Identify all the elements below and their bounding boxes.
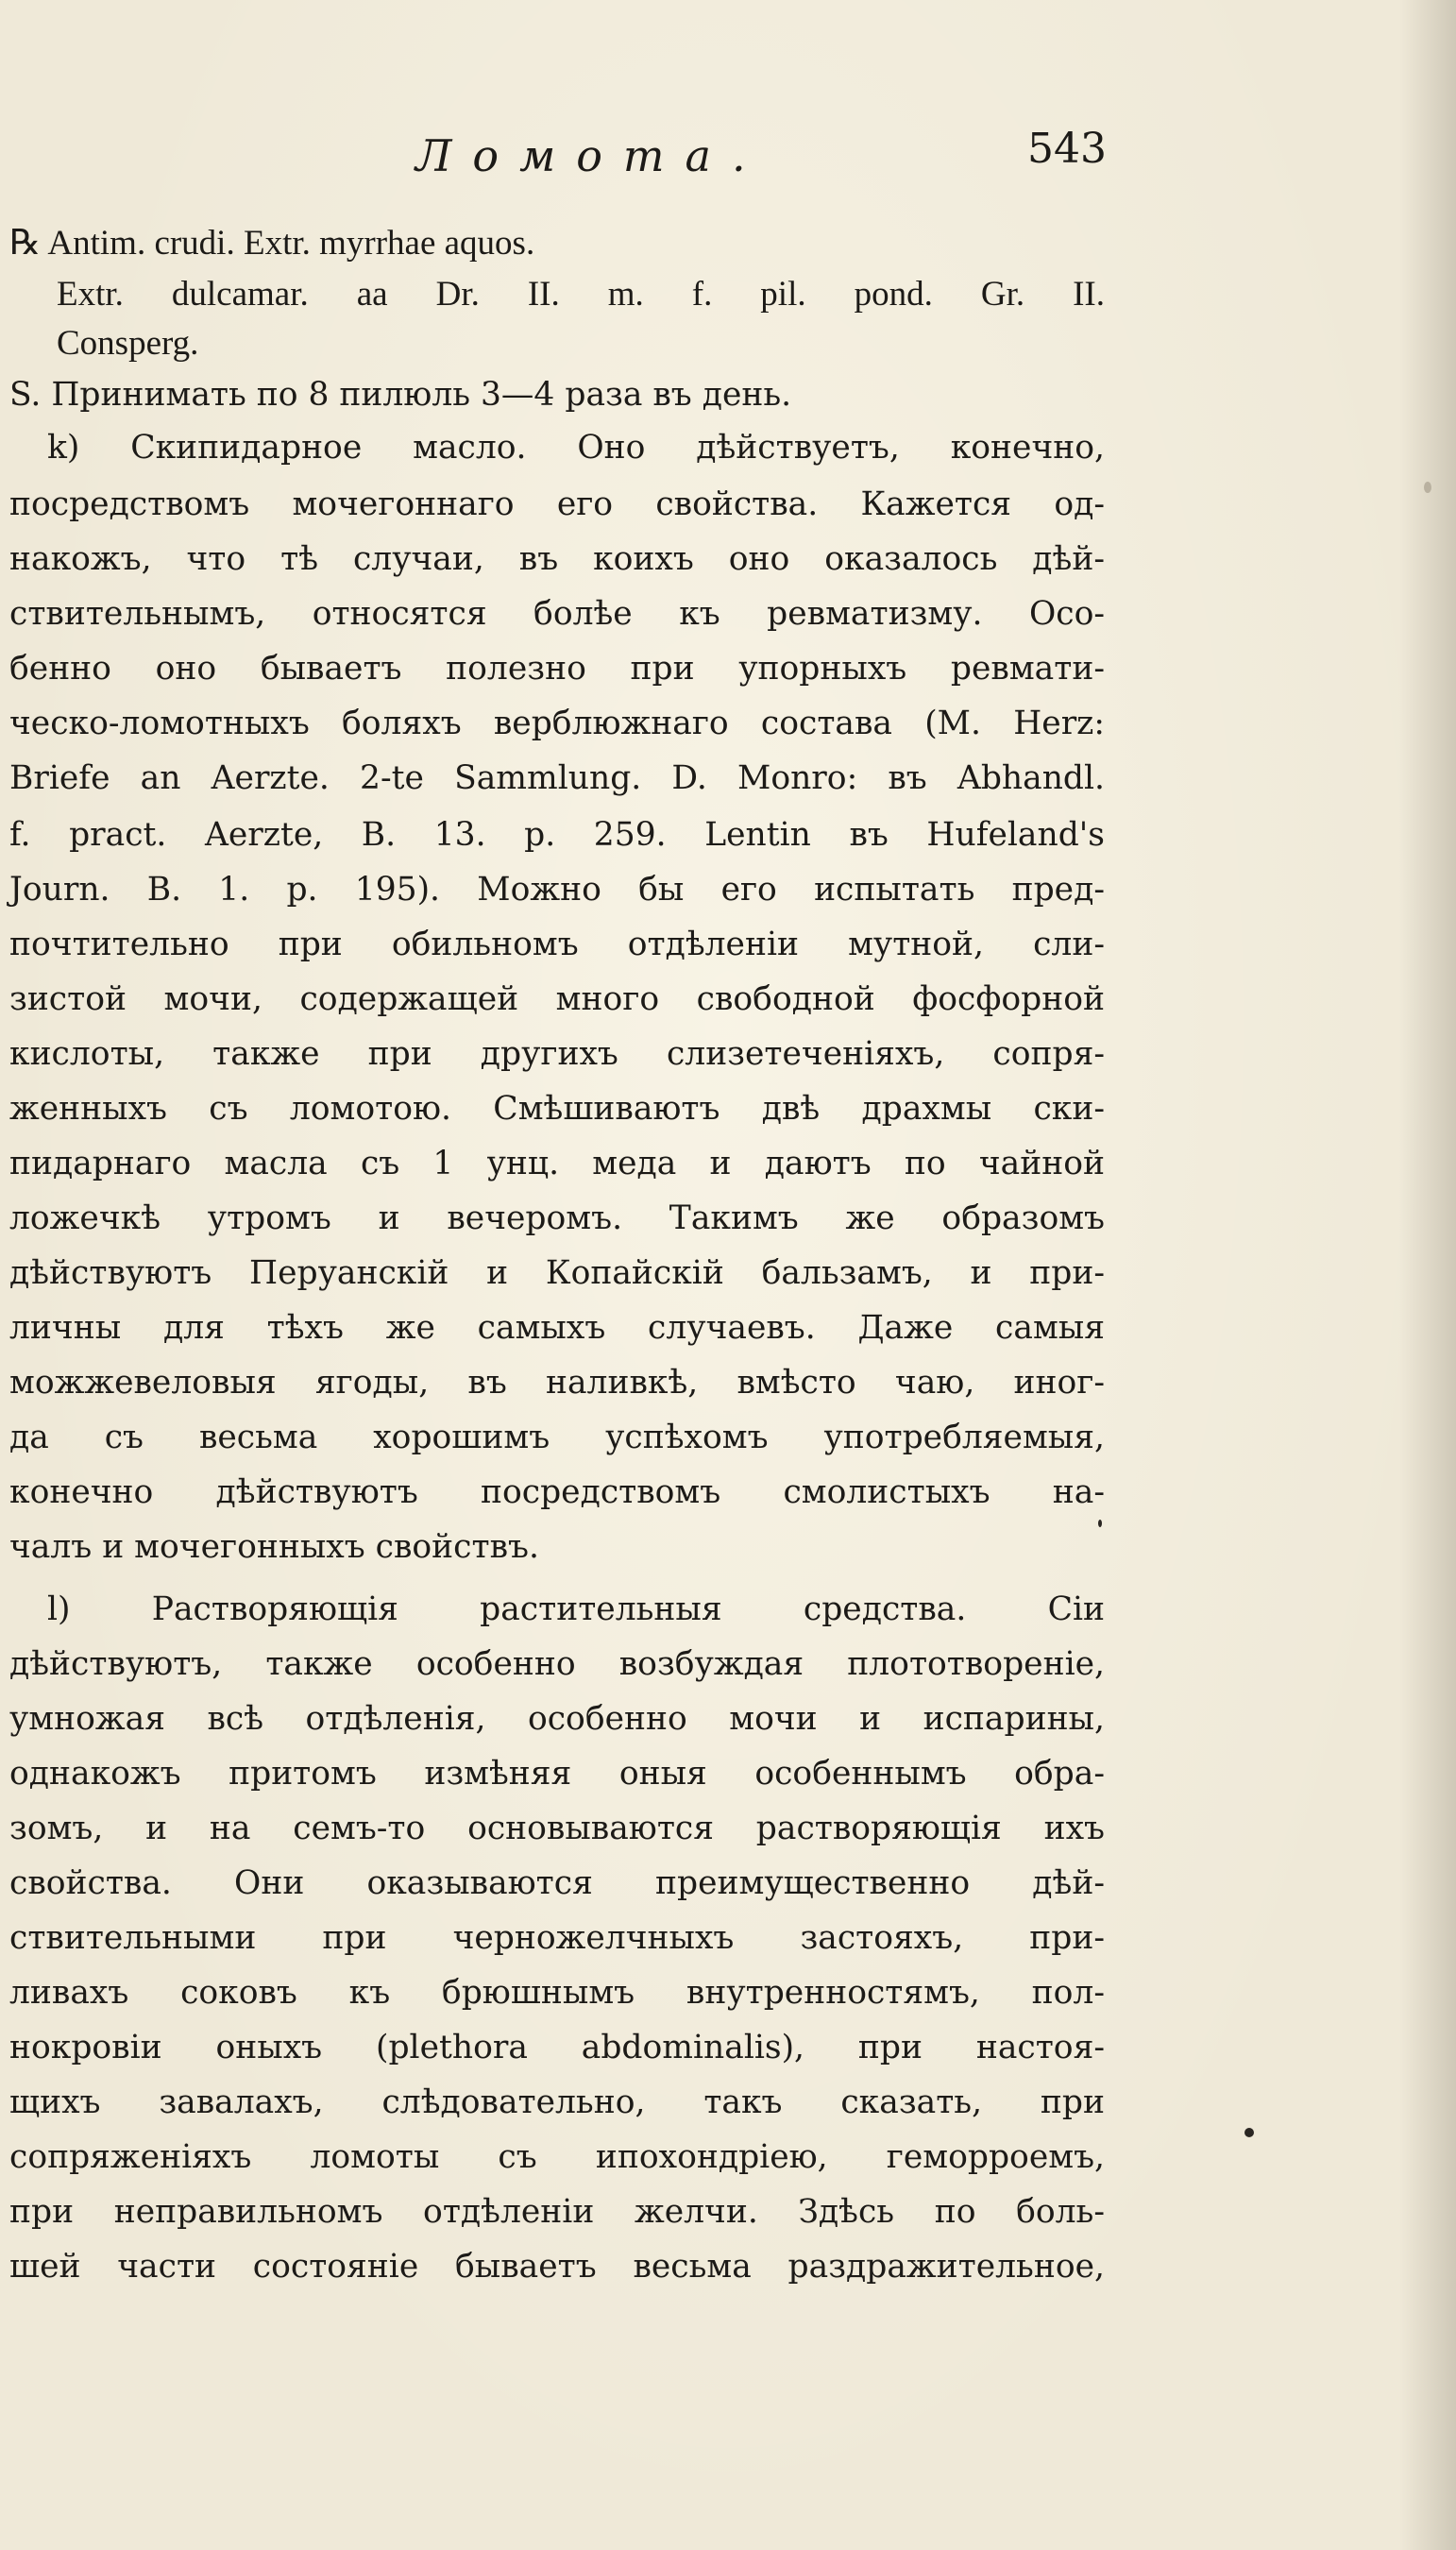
text-line: пидарнаго масла съ 1 унц. меда и даютъ по чайной bbox=[9, 1145, 1105, 1182]
text-line: накожъ, что тѣ случаи, въ коихъ оно оказалось дѣй- bbox=[9, 540, 1105, 578]
text-line: почтительно при обильномъ отдѣленіи мутной, сли- bbox=[9, 926, 1105, 963]
text-line: умножая всѣ отдѣленія, особенно мочи и испарины, bbox=[9, 1700, 1105, 1738]
text-line: ливахъ соковъ къ брюшнымъ внутренностямъ, пол- bbox=[9, 1974, 1105, 2012]
text-line: Journ. B. 1. p. 195). Можно бы его испытать пред- bbox=[9, 871, 1105, 909]
text-line: ℞ Antim. crudi. Extr. myrrhae aquos. bbox=[9, 224, 535, 263]
text-line: при неправильномъ отдѣленіи желчи. Здѣсь по боль- bbox=[9, 2193, 1105, 2231]
text-line: дѣйствуютъ Перуанскій и Копайскій бальзамъ, и при- bbox=[9, 1254, 1105, 1292]
text-line: Extr. dulcamar. aa Dr. II. m. f. pil. pond. Gr. II. bbox=[57, 275, 1105, 314]
text-line: ложечкѣ утромъ и вечеромъ. Такимъ же образомъ bbox=[9, 1199, 1105, 1237]
text-line: S. Принимать по 8 пилюль 3—4 раза въ день. bbox=[9, 376, 792, 414]
text-line: Consperg. bbox=[57, 324, 199, 363]
text-line: Briefe an Aerzte. 2-te Sammlung. D. Monro: въ Abhandl. bbox=[9, 759, 1105, 797]
running-title: Ломота. bbox=[415, 130, 767, 181]
text-line: сопряженіяхъ ломоты съ ипохондріею, геморроемъ, bbox=[9, 2138, 1105, 2176]
page-header bbox=[0, 125, 1456, 187]
text-line: ствительнымъ, относятся болѣе къ ревматизму. Осо- bbox=[9, 595, 1105, 633]
page-edge-shadow bbox=[1399, 0, 1456, 2550]
text-line: дѣйствуютъ, также особенно возбуждая плототвореніе, bbox=[9, 1645, 1105, 1683]
ink-speck bbox=[1098, 1520, 1102, 1527]
text-line: ствительными при черножелчныхъ застояхъ, при- bbox=[9, 1919, 1105, 1957]
text-line: l) Растворяющія растительныя средства. Сіи bbox=[47, 1590, 1105, 1628]
ink-speck bbox=[1244, 2128, 1254, 2137]
text-line: ческо-ломотныхъ боляхъ верблюжнаго состава (M. Herz: bbox=[9, 705, 1105, 742]
text-line: щихъ завалахъ, слѣдовательно, такъ сказать, при bbox=[9, 2083, 1105, 2121]
text-line: посредствомъ мочегоннаго его свойства. Кажется од- bbox=[9, 485, 1105, 523]
text-line: зомъ, и на семъ-то основываются растворяющія ихъ bbox=[9, 1810, 1105, 1847]
ink-speck bbox=[1424, 482, 1431, 493]
text-line: конечно дѣйствуютъ посредствомъ смолистыхъ на- bbox=[9, 1473, 1105, 1511]
text-line: можжевеловыя ягоды, въ наливкѣ, вмѣсто чаю, иног- bbox=[9, 1364, 1105, 1402]
text-line: f. pract. Aerzte, B. 13. p. 259. Lentin въ Hufeland's bbox=[9, 816, 1105, 854]
text-line: личны для тѣхъ же самыхъ случаевъ. Даже самыя bbox=[9, 1309, 1105, 1347]
text-line: свойства. Они оказываются преимущественно дѣй- bbox=[9, 1864, 1105, 1902]
text-line: бенно оно бываетъ полезно при упорныхъ ревмати- bbox=[9, 650, 1105, 688]
text-line: шей части состояніе бываетъ весьма раздражительное, bbox=[9, 2248, 1105, 2286]
text-line: женныхъ съ ломотою. Смѣшиваютъ двѣ драхмы ски- bbox=[9, 1090, 1105, 1128]
text-line: зистой мочи, содержащей много свободной фосфорной bbox=[9, 980, 1105, 1018]
text-line: k) Скипидарное масло. Оно дѣйствуетъ, конечно, bbox=[47, 429, 1105, 467]
page-number: 543 bbox=[1027, 125, 1107, 173]
text-line: да съ весьма хорошимъ успѣхомъ употребляемыя, bbox=[9, 1419, 1105, 1456]
text-line: кислоты, также при другихъ слизетеченіяхъ, сопря- bbox=[9, 1035, 1105, 1073]
text-line: нокровіи оныхъ (plethora abdominalis), при настоя- bbox=[9, 2029, 1105, 2066]
text-line: однакожъ притомъ измѣняя оныя особеннымъ обра- bbox=[9, 1755, 1105, 1793]
text-line: чалъ и мочегонныхъ свойствъ. bbox=[9, 1528, 539, 1566]
